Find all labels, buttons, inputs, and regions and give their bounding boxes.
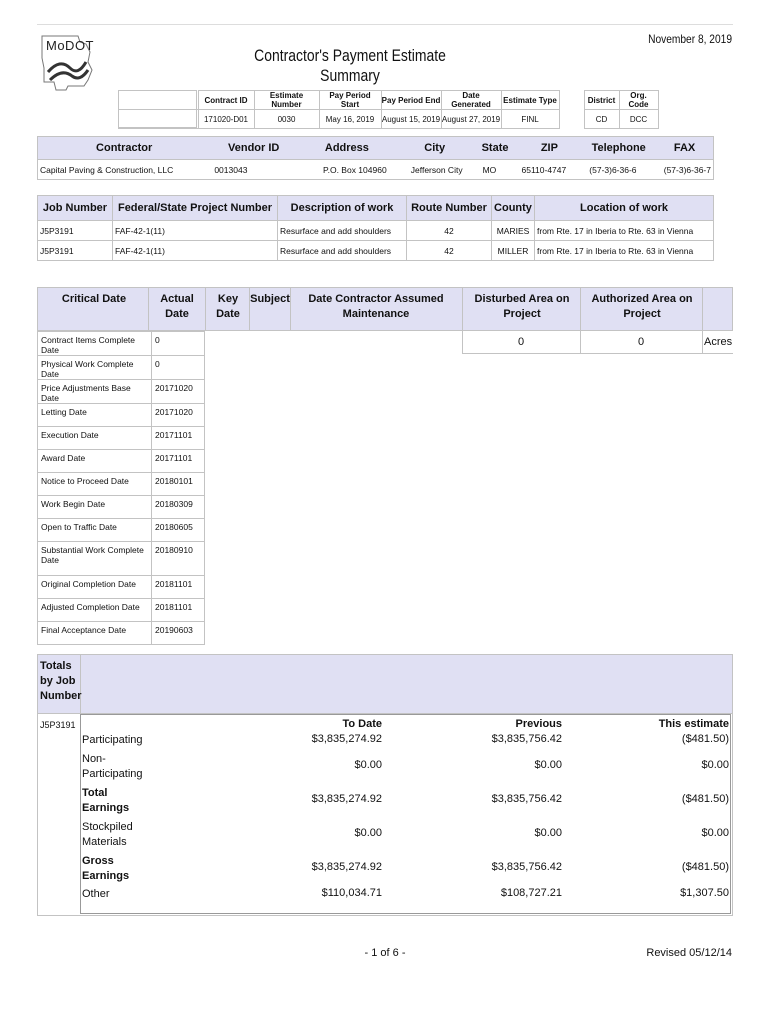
meta-header-date-generated: Date Generated <box>441 91 501 110</box>
totals-value: ($481.50) <box>681 861 729 873</box>
critical-date-row <box>38 380 205 404</box>
area-unit: Acres <box>704 336 733 348</box>
route-number: 42 <box>407 221 492 241</box>
critical-date-value: 20171020 <box>152 380 205 404</box>
critical-date-label: Open to Traffic Date <box>38 519 152 542</box>
job-number: J5P3191 <box>38 241 113 261</box>
authorized-area-value: 0 <box>637 336 645 348</box>
authorized-area-header: Authorized Area on Project <box>584 292 700 322</box>
contractor-name: Capital Paving & Construction, LLC <box>40 164 174 175</box>
critical-date-value: 20180101 <box>152 473 205 496</box>
critical-date-value: 20171101 <box>152 450 205 473</box>
top-rule <box>37 24 733 25</box>
critical-date-row <box>38 427 205 450</box>
totals-row-label: Participating <box>82 734 143 746</box>
meta-header-pay-end: Pay Period End <box>381 91 441 110</box>
meta-header-estimate-number: Estimate Number <box>254 91 319 110</box>
critical-date-label: Substantial Work Complete Date <box>38 542 152 576</box>
fax: (57-3)6-36-7 <box>663 164 711 175</box>
totals-value: $0.00 <box>354 827 382 839</box>
totals-value: $3,835,274.92 <box>311 793 382 805</box>
zip: 65110-4747 <box>521 164 567 175</box>
totals-row <box>82 850 729 884</box>
totals-row-label: Gross Earnings <box>82 855 130 882</box>
report-date: November 8, 2019 <box>648 32 732 46</box>
meta-left-box <box>118 90 197 128</box>
critical-date-label: Price Adjustments Base Date <box>38 380 152 404</box>
critical-date-label: Original Completion Date <box>38 576 152 599</box>
this-estimate-header: This estimate <box>658 718 729 730</box>
previous-header: Previous <box>515 718 562 730</box>
county: MARIES <box>492 221 535 241</box>
job-number: J5P3191 <box>38 221 113 241</box>
critical-date-label: Final Acceptance Date <box>38 622 152 645</box>
logo-text: MoDOT <box>46 38 94 53</box>
contractor-header: Contractor <box>38 137 211 160</box>
critical-date-label: Work Begin Date <box>38 496 152 519</box>
vendor-id: 0013043 <box>214 164 248 175</box>
totals-row <box>82 816 729 850</box>
fax-header: FAX <box>656 137 713 160</box>
critical-date-label: Adjusted Completion Date <box>38 599 152 622</box>
totals-heading: Totals by Job Number <box>40 660 82 702</box>
job-table <box>37 195 714 261</box>
totals-value: $3,835,756.42 <box>491 733 562 745</box>
critical-date-label: Letting Date <box>38 404 152 427</box>
county: MILLER <box>492 241 535 261</box>
totals-value: ($481.50) <box>681 733 729 745</box>
job-number-header: Job Number <box>38 196 113 221</box>
telephone: (57-3)6-36-6 <box>589 164 637 175</box>
critical-date-label: Physical Work Complete Date <box>38 356 152 380</box>
address: P.O. Box 104960 <box>323 164 387 175</box>
critical-date-value: 0 <box>152 356 205 380</box>
critical-date-header: Critical Date <box>40 292 148 307</box>
critical-date-row <box>38 576 205 599</box>
description: Resurface and add shoulders <box>278 221 407 241</box>
critical-date-value: 20180605 <box>152 519 205 542</box>
totals-value: $3,835,756.42 <box>491 861 562 873</box>
disturbed-area-header: Disturbed Area on Project <box>465 292 579 322</box>
meta-header-pay-start: Pay Period Start <box>319 91 381 110</box>
critical-date-label: Execution Date <box>38 427 152 450</box>
totals-value: $3,835,274.92 <box>311 861 382 873</box>
page-number: - 1 of 6 - <box>364 947 406 959</box>
meta-pay-start: May 16, 2019 <box>319 110 381 129</box>
totals-job-number: J5P3191 <box>40 720 76 730</box>
meta-estimate-type: FINL <box>501 110 559 129</box>
totals-value: $3,835,274.92 <box>311 733 382 745</box>
critical-date-row <box>38 519 205 542</box>
location: from Rte. 17 in Iberia to Rte. 63 in Vienna <box>535 221 714 241</box>
totals-table <box>82 718 729 902</box>
job-row <box>38 241 714 261</box>
subject-header: Subject <box>250 293 290 305</box>
critical-date-row <box>38 599 205 622</box>
contractor-table <box>37 136 714 180</box>
key-date-header: Key Date <box>210 292 246 322</box>
divider <box>148 287 149 331</box>
critical-date-value: 20181101 <box>152 599 205 622</box>
divider <box>249 287 250 331</box>
critical-date-row <box>38 496 205 519</box>
divider <box>290 287 291 331</box>
actual-date-header: Actual Date <box>152 292 202 322</box>
description: Resurface and add shoulders <box>278 241 407 261</box>
location-header: Location of work <box>535 196 714 221</box>
critical-date-row <box>38 622 205 645</box>
page-title: Contractor's Payment Estimate Summary <box>254 46 446 85</box>
totals-value: $0.00 <box>701 827 729 839</box>
critical-date-value: 20180309 <box>152 496 205 519</box>
revised-date: Revised 05/12/14 <box>646 947 732 959</box>
critical-date-label: Contract Items Complete Date <box>38 332 152 356</box>
meta-header-org-code: Org. Code <box>619 91 658 110</box>
totals-value: ($481.50) <box>681 793 729 805</box>
route-number-header: Route Number <box>407 196 492 221</box>
totals-value: $110,034.71 <box>321 887 382 899</box>
critical-date-row <box>38 404 205 427</box>
project-number-header: Federal/State Project Number <box>113 196 278 221</box>
city: Jefferson City <box>410 164 463 175</box>
totals-value: $0.00 <box>701 759 729 771</box>
divider <box>462 287 463 331</box>
job-row <box>38 221 714 241</box>
meta-contract-id: 171020-D01 <box>198 110 254 129</box>
meta-date-generated: August 27, 2019 <box>441 110 501 129</box>
to-date-header: To Date <box>342 718 382 730</box>
totals-value: $0.00 <box>534 759 562 771</box>
meta-district: CD <box>584 110 619 129</box>
estimate-meta-table <box>118 90 659 129</box>
totals-value: $0.00 <box>534 827 562 839</box>
description-header: Description of work <box>278 196 407 221</box>
critical-date-value: 20180910 <box>152 542 205 576</box>
totals-row <box>82 748 729 782</box>
totals-header-band <box>37 654 733 714</box>
totals-row <box>82 730 729 748</box>
totals-value: $3,835,756.42 <box>491 793 562 805</box>
location: from Rte. 17 in Iberia to Rte. 63 in Vienna <box>535 241 714 261</box>
critical-date-row <box>38 332 205 356</box>
divider <box>702 287 703 331</box>
totals-row <box>82 884 729 902</box>
totals-row <box>82 782 729 816</box>
address-header: Address <box>297 137 397 160</box>
divider <box>702 331 703 353</box>
meta-org-code: DCC <box>619 110 658 129</box>
zip-header: ZIP <box>517 137 581 160</box>
totals-row-label: Stockpiled Materials <box>82 821 133 848</box>
divider <box>205 287 206 331</box>
critical-date-value: 20190603 <box>152 622 205 645</box>
critical-date-label: Notice to Proceed Date <box>38 473 152 496</box>
maintenance-header: Date Contractor Assumed Maintenance <box>296 292 456 322</box>
critical-date-row <box>38 473 205 496</box>
totals-row-label: Non-Participating <box>82 753 143 780</box>
city-header: City <box>397 137 473 160</box>
critical-date-row <box>38 542 205 576</box>
meta-pay-end: August 15, 2019 <box>381 110 441 129</box>
critical-date-label: Award Date <box>38 450 152 473</box>
vendor-id-header: Vendor ID <box>210 137 297 160</box>
totals-value: $1,307.50 <box>680 887 729 899</box>
disturbed-area-value: 0 <box>517 336 525 348</box>
totals-value: $0.00 <box>354 759 382 771</box>
meta-header-district: District <box>584 91 619 110</box>
project-number: FAF-42-1(11) <box>113 241 278 261</box>
modot-logo <box>38 32 98 92</box>
critical-date-row <box>38 356 205 380</box>
divider <box>580 287 581 331</box>
meta-estimate-number: 0030 <box>254 110 319 129</box>
critical-dates-table <box>37 331 205 645</box>
telephone-header: Telephone <box>581 137 656 160</box>
totals-value: $108,727.21 <box>500 887 562 899</box>
critical-date-value: 0 <box>152 332 205 356</box>
critical-date-value: 20171020 <box>152 404 205 427</box>
project-number: FAF-42-1(11) <box>113 221 278 241</box>
totals-row-label: Total Earnings <box>82 787 130 814</box>
meta-header-estimate-type: Estimate Type <box>501 91 559 110</box>
critical-date-row <box>38 450 205 473</box>
critical-date-value: 20171101 <box>152 427 205 450</box>
critical-date-value: 20181101 <box>152 576 205 599</box>
divider <box>80 654 81 714</box>
totals-row-label: Other <box>82 888 110 900</box>
county-header: County <box>492 196 535 221</box>
meta-header-contract-id: Contract ID <box>198 91 254 110</box>
state-header: State <box>473 137 518 160</box>
route-number: 42 <box>407 241 492 261</box>
state: MO <box>482 164 497 175</box>
